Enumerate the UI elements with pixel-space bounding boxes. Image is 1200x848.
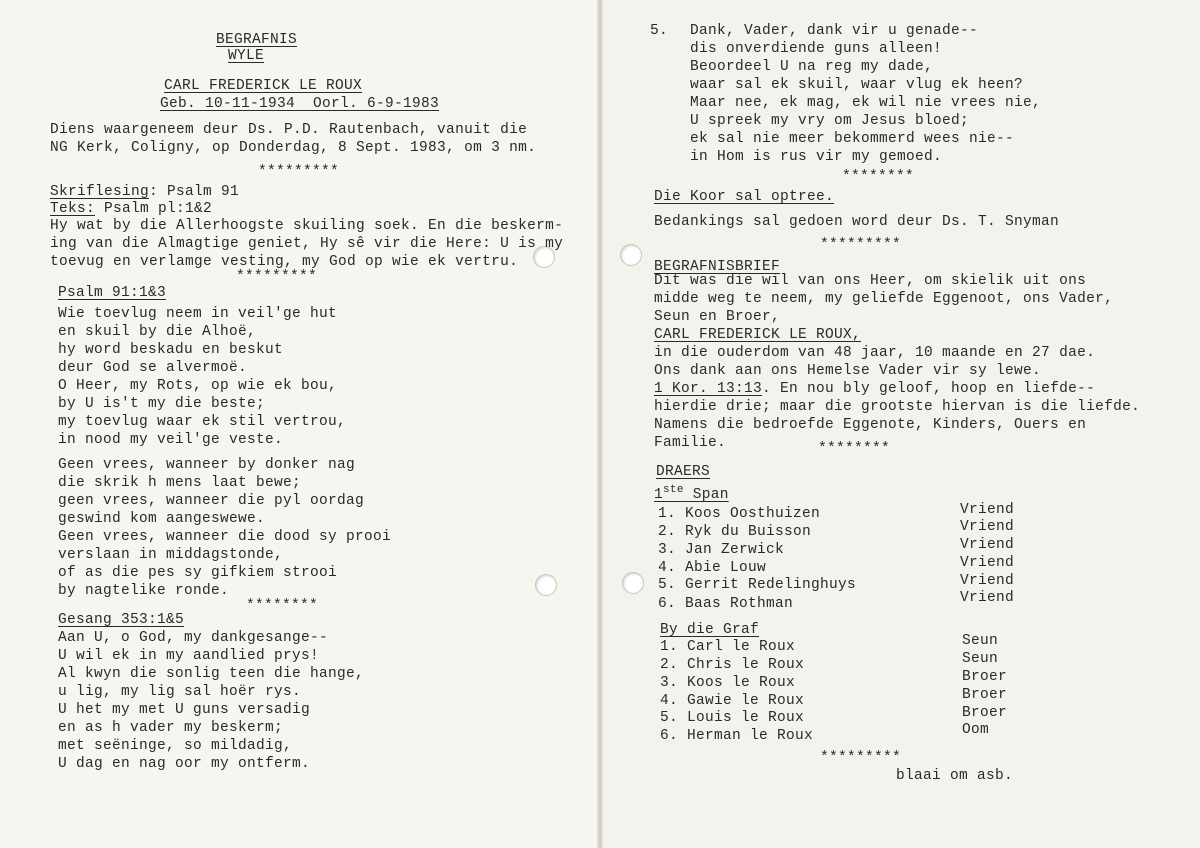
- hymn-line: met seëninge, so mildadig,: [58, 738, 293, 754]
- bearer-relation: Broer: [962, 705, 1008, 721]
- bearer-name: 6. Baas Rothman: [658, 596, 794, 612]
- hymn-line: waar sal ek skuil, waar vlug ek heen?: [690, 77, 1024, 93]
- psalm-line: Geen vrees, wanneer die dood sy prooi: [58, 529, 392, 545]
- first-team-label: Span: [683, 487, 729, 503]
- psalm-title: Psalm 91:1&3: [58, 285, 167, 301]
- psalm-line: en skuil by die Alhoë,: [58, 324, 257, 340]
- psalm-line: geswind kom aangeswewe.: [58, 511, 266, 527]
- psalm-line: Geen vrees, wanneer by donker nag: [58, 457, 356, 473]
- psalm-line: my toevlug waar ek stil vertrou,: [58, 414, 347, 430]
- deceased-name: CARL FREDERICK LE ROUX: [164, 78, 363, 94]
- header-subtitle: WYLE: [228, 48, 265, 64]
- service-line-1: Diens waargeneem deur Ds. P.D. Rautenbach, vanuit die: [50, 122, 528, 138]
- letter-title: BEGRAFNISBRIEF: [654, 259, 781, 275]
- psalm-line: deur God se alvermoë.: [58, 360, 248, 376]
- bearer-relation: Seun: [962, 651, 999, 667]
- hymn-line: Beoordeel U na reg my dade,: [690, 59, 934, 75]
- scripture-value: : Psalm 91: [149, 184, 240, 200]
- letter-reference-line: [654, 380, 1095, 398]
- hymn-line: dis onverdiende guns alleen!: [690, 41, 943, 57]
- bearer-relation: Vriend: [960, 537, 1015, 553]
- bearer-relation: Vriend: [960, 590, 1015, 606]
- letter-line: in die ouderdom van 48 jaar, 10 maande en 27 dae.: [654, 345, 1096, 361]
- separator: ********: [842, 169, 915, 185]
- bearer-name: 4. Gawie le Roux: [660, 693, 805, 709]
- separator: ********: [818, 441, 891, 457]
- bearer-relation: Broer: [962, 687, 1008, 703]
- psalm-line: by nagtelike ronde.: [58, 583, 230, 599]
- bearer-relation: Vriend: [960, 502, 1015, 518]
- hymn-line: Maar nee, ek mag, ek wil nie vrees nie,: [690, 95, 1042, 111]
- hymn-line: Dank, Vader, dank vir u genade--: [690, 23, 979, 39]
- first-team-heading: [654, 486, 729, 505]
- thanks-note: Bedankings sal gedoen word deur Ds. T. Snyman: [654, 214, 1060, 230]
- psalm-line: die skrik h mens laat bewe;: [58, 475, 302, 491]
- bearer-name: 1. Carl le Roux: [660, 639, 796, 655]
- bearer-name: 3. Koos le Roux: [660, 675, 796, 691]
- psalm-line: of as die pes sy gifkiem strooi: [58, 565, 338, 581]
- psalm-line: hy word beskadu en beskut: [58, 342, 284, 358]
- psalm-line: verslaan in middagstonde,: [58, 547, 284, 563]
- stanza-number: 5.: [650, 23, 669, 39]
- text-value: Psalm pl:1&2: [95, 201, 213, 217]
- bearer-name: 2. Ryk du Buisson: [658, 524, 812, 540]
- grave-team-heading: By die Graf: [660, 622, 760, 638]
- letter-reference: 1 Kor. 13:13: [654, 381, 763, 397]
- psalm-line: O Heer, my Rots, op wie ek bou,: [58, 378, 338, 394]
- letter-line: Dit was die wil van ons Heer, om skielik uit ons: [654, 273, 1087, 289]
- bearer-name: 4. Abie Louw: [658, 560, 767, 576]
- hymn-line: U het my met U guns versadig: [58, 702, 311, 718]
- service-line-2: NG Kerk, Coligny, op Donderdag, 8 Sept. 1983, om 3 nm.: [50, 140, 537, 156]
- first-team-prefix: 1: [654, 487, 664, 503]
- life-dates: Geb. 10-11-1934 Oorl. 6-9-1983: [160, 96, 440, 112]
- punch-hole-right-bottom: [622, 572, 644, 594]
- page-turn-note: blaai om asb.: [896, 768, 1014, 784]
- bearer-name: 2. Chris le Roux: [660, 657, 805, 673]
- psalm-line: Wie toevlug neem in veil'ge hut: [58, 306, 338, 322]
- hymn-line: Aan U, o God, my dankgesange--: [58, 630, 329, 646]
- choir-note: Die Koor sal optree.: [654, 189, 835, 205]
- text-label: Teks:: [50, 201, 96, 217]
- hymn-line: u lig, my lig sal hoër rys.: [58, 684, 302, 700]
- first-team-superscript: ste: [663, 484, 684, 496]
- punch-hole-right-top: [620, 244, 642, 266]
- bearer-relation: Vriend: [960, 555, 1015, 571]
- verse-line-1: Hy wat by die Allerhoogste skuiling soek. En die beskerm-: [50, 218, 564, 234]
- hymn-line: in Hom is rus vir my gemoed.: [690, 149, 943, 165]
- hymn-line: U wil ek in my aandlied prys!: [58, 648, 320, 664]
- bearer-name: 5. Gerrit Redelinghuys: [658, 577, 857, 593]
- letter-line: Namens die bedroefde Eggenote, Kinders, Ouers en: [654, 417, 1087, 433]
- separator: ********: [246, 598, 319, 614]
- letter-line: Seun en Broer,: [654, 309, 781, 325]
- bearer-relation: Seun: [962, 633, 999, 649]
- psalm-line: geen vrees, wanneer die pyl oordag: [58, 493, 365, 509]
- bearer-name: 6. Herman le Roux: [660, 728, 814, 744]
- letter-name: CARL FREDERICK LE ROUX,: [654, 327, 862, 343]
- hymn-line: en as h vader my beskerm;: [58, 720, 284, 736]
- psalm-line: by U is't my die beste;: [58, 396, 266, 412]
- scripture-line: [50, 183, 239, 201]
- bearer-relation: Vriend: [960, 519, 1015, 535]
- letter-line: hierdie drie; maar die grootste hiervan is die liefde.: [654, 399, 1141, 415]
- bearer-relation: Broer: [962, 669, 1008, 685]
- header-title: BEGRAFNIS: [216, 32, 298, 48]
- bearer-relation: Oom: [962, 722, 990, 738]
- verse-line-3: toevug en verlamge vesting, my God op wie ek vertru.: [50, 254, 519, 270]
- hymn-line: U dag en nag oor my ontferm.: [58, 756, 311, 772]
- hymn-line: U spreek my vry om Jesus bloed;: [690, 113, 970, 129]
- letter-reference-text: . En nou bly geloof, hoop en liefde--: [762, 381, 1096, 397]
- letter-line: Familie.: [654, 435, 727, 451]
- bearer-name: 1. Koos Oosthuizen: [658, 506, 821, 522]
- hymn-line: Al kwyn die sonlig teen die hange,: [58, 666, 365, 682]
- psalm-line: in nood my veil'ge veste.: [58, 432, 284, 448]
- bearer-name: 5. Louis le Roux: [660, 710, 805, 726]
- page-fold: [597, 0, 603, 848]
- scripture-label: Skriflesing: [50, 184, 150, 200]
- hymn-title: Gesang 353:1&5: [58, 612, 185, 628]
- separator: *********: [258, 164, 340, 180]
- letter-line: midde weg te neem, my geliefde Eggenoot, ons Vader,: [654, 291, 1114, 307]
- bearer-relation: Vriend: [960, 573, 1015, 589]
- letter-line: Ons dank aan ons Hemelse Vader vir sy lewe.: [654, 363, 1042, 379]
- hymn-line: ek sal nie meer bekommerd wees nie--: [690, 131, 1015, 147]
- bearer-name: 3. Jan Zerwick: [658, 542, 785, 558]
- separator: *********: [820, 237, 902, 253]
- text-line: [50, 200, 212, 218]
- separator: *********: [236, 269, 318, 285]
- punch-hole-left-bottom: [535, 574, 557, 596]
- verse-line-2: ing van die Almagtige geniet, Hy sê vir die Here: U is my: [50, 236, 564, 252]
- bearers-title: DRAERS: [656, 464, 711, 480]
- separator: *********: [820, 750, 902, 766]
